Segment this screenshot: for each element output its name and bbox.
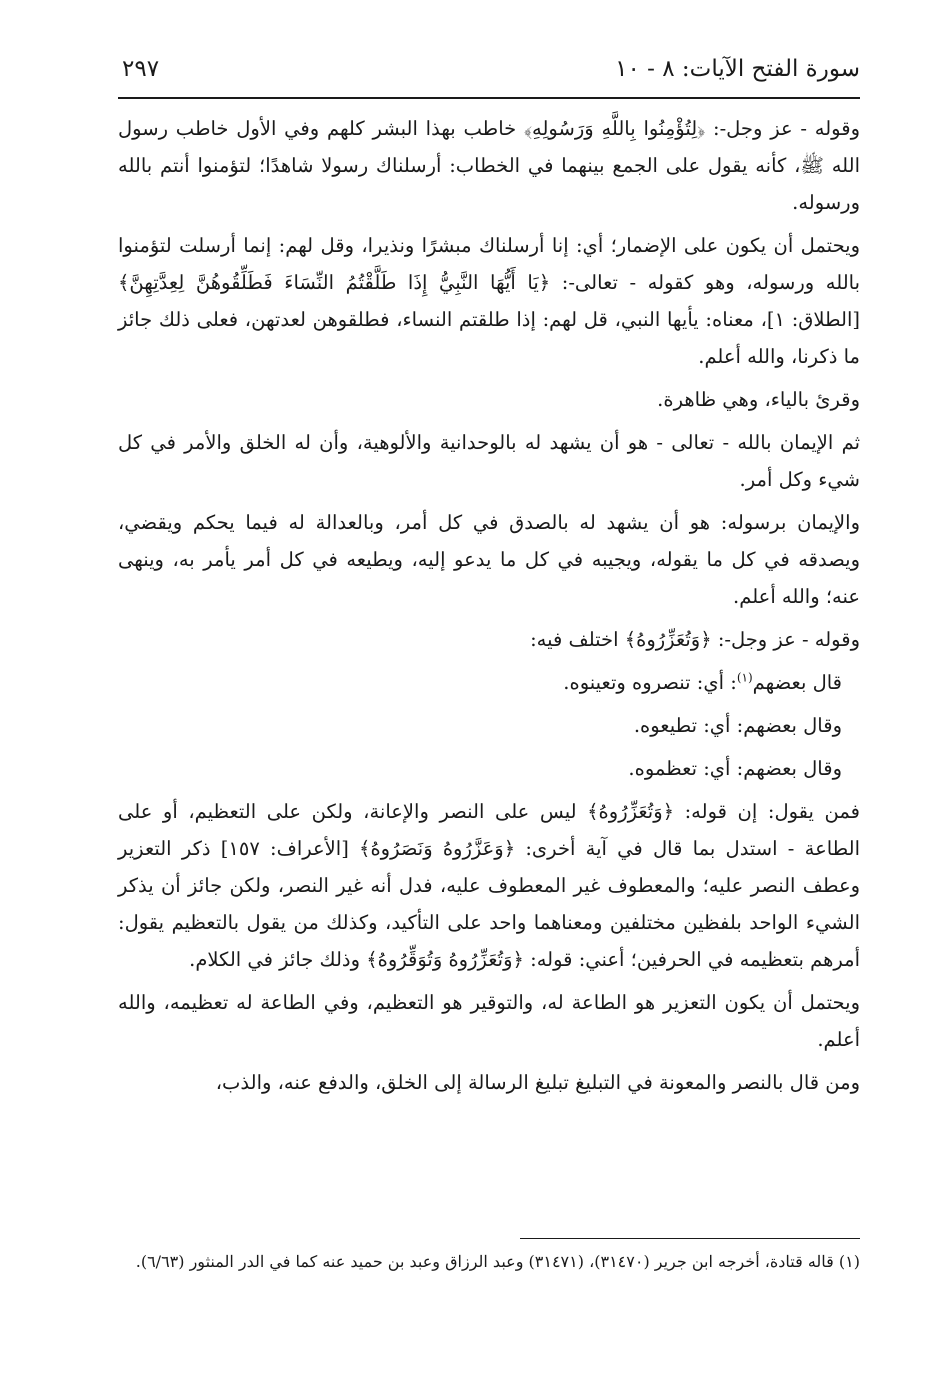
page-number: ٢٩٧ [122,56,160,82]
running-title: سورة الفتح الآيات: ٨ - ١٠ [615,56,860,82]
paragraph: وقوله - عز وجل-: ﴿وَتُعَزِّرُوهُ﴾ اختلف فيه: [530,628,860,651]
opinion-text: قال بعضهم [752,671,842,694]
paragraph: والإيمان برسوله: هو أن يشهد له بالصدق في كل أمر، وبالعدالة له فيما يحكم ويقضي، ويصدقه في كل ما يقوله، ويجيبه في كل ما يدعو إليه، ويطيعه في كل أمر يأمر به، وينهى عنه؛ والله أعلم. [118,511,860,608]
paragraph: ويحتمل أن يكون على الإضمار؛ أي: إنا أرسلناك مبشرًا ونذيرا، وقل لهم: إنما أرسلت لتؤمنوا بالله ورسوله، وهو كقوله - تعالى-: ﴿يَا أَيُّهَا النَّبِيُّ إِذَا طَلَّقْتُمُ النِّسَاءَ فَطَلِّقُوهُنَّ لِعِدَّتِهِنَّ﴾ [الطلاق: ١]، معناه: يأيها النبي، قل لهم: إذا طلقتم النساء، فطلقوهن لعدتهن، فعلى ذلك جائز ما ذكرنا، والله أعلم. [118,234,860,368]
opinion-line [118,664,860,701]
paragraph: ثم الإيمان بالله - تعالى - هو أن يشهد له بالوحدانية والألوهية، وأن له الخلق والأمر في كل شيء وكل أمر. [118,431,860,491]
paragraph: ويحتمل أن يكون التعزير هو الطاعة له، والتوقير هو التعظيم، وفي الطاعة له تعظيمه، والله أعلم. [118,991,860,1051]
opinion-text: : أي: تنصروه وتعينوه. [563,671,737,694]
footnote: (١) قاله قتادة، أخرجه ابن جرير (٣١٤٧٠)، (٣١٤٧١) وعبد الرزاق وعبد بن حميد عنه كما في الدر المنثور (٦/٦٣). [135,1252,860,1271]
opinion-line: وقال بعضهم: أي: تعظموه. [628,757,842,780]
header-divider [118,97,860,99]
paragraph: وقوله - عز وجل-: ﴿لِتُؤْمِنُوا بِاللَّهِ وَرَسُولِهِ﴾ خاطب بهذا البشر كلهم وفي الأول خاطب رسول الله ﷺ، كأنه يقول على الجمع بينهما في الخطاب: أرسلناك رسولا شاهدًا؛ لتؤمنوا أنتم بالله ورسوله. [118,117,860,214]
footnotes [118,1248,860,1275]
opinion-line: وقال بعضهم: أي: تطيعوه. [633,714,842,737]
paragraph: وقرئ بالياء، وهي ظاهرة. [657,388,860,411]
paragraph: ومن قال بالنصر والمعونة في التبليغ تبليغ الرسالة إلى الخلق، والدفع عنه، والذب، [215,1071,860,1094]
footnote-divider [520,1238,860,1239]
footnote-ref[interactable]: (١) [736,670,753,685]
main-text [118,110,860,1107]
paragraph: فمن يقول: إن قوله: ﴿وَتُعَزِّرُوهُ﴾ ليس على النصر والإعانة، ولكن على التعظيم، أو على الطاعة - استدل بما قال في آية أخرى: ﴿وَعَزَّرُوهُ وَنَصَرُوهُ﴾ [الأعراف: ١٥٧] ذكر التعزير وعطف النصر عليه؛ والمعطوف غير المعطوف عليه، فدل أنه غير النصر، ولكن جائز أن يذكر الشيء الواحد بلفظين مختلفين ومعناهما واحد على التأكيد، وكذلك من يقول بالتعظيم يقول: أمرهم بتعظيمه في الحرفين؛ أعني: قوله: ﴿وَتُعَزِّرُوهُ وَتُوَقِّرُوهُ﴾ وذلك جائز في الكلام. [118,800,861,971]
page-header [118,52,860,96]
